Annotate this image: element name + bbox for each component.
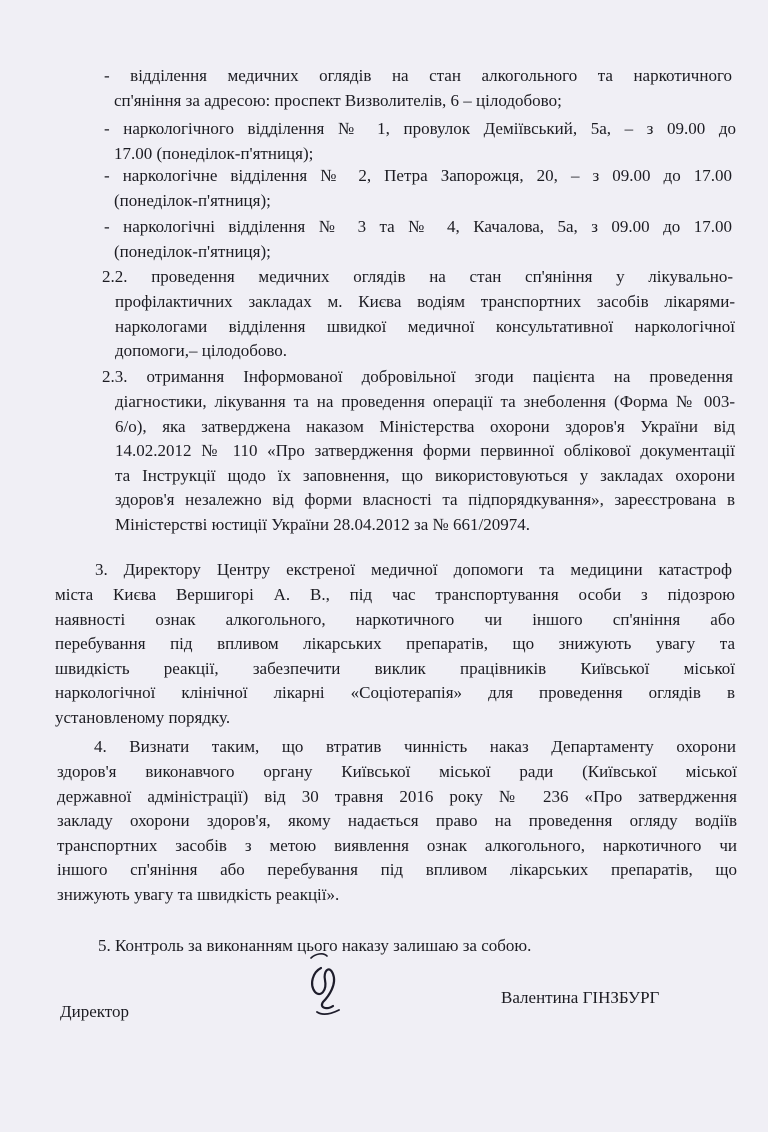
signer-name: Валентина ГІНЗБУРГ [501,988,660,1007]
paragraph-2-2-body [115,290,735,364]
paragraph-3-body [55,583,735,730]
list-item-1-line-2: сп'яніння за адресою: проспект Визволителів, 6 – цілодобово; [114,90,562,110]
paragraph-4-body [57,760,737,907]
list-item-3-line-1: - наркологічне відділення № 2, Петра Запорожця, 20, – з 09.00 до 17.00 [104,166,732,185]
paragraph-2-2-line-1: 2.2. проведення медичних оглядів на стан сп'яніння у лікувально- [102,267,733,286]
list-item-4-line-1: - наркологічні відділення № 3 та № 4, Качалова, 5а, з 09.00 до 17.00 [104,217,732,236]
list-item-2-line-1: - наркологічного відділення № 1, провулок Деміївський, 5а, – з 09.00 до [104,119,736,138]
paragraph-3-line-1: 3. Директору Центру екстреної медичної допомоги та медицини катастроф [95,560,732,579]
paragraph-2-2 [102,265,733,290]
list-item-3-line-2: (понеділок-п'ятниця); [114,190,271,210]
paragraph-3 [95,558,732,583]
paragraph-4-line-6: іншого сп'яніння або перебування під впливом лікарських препаратів, що [57,860,737,879]
paragraph-4-line-7: знижують увагу та швидкість реакції». [57,884,340,904]
list-item-1 [104,64,732,113]
paragraph-2-2-line-3: наркологами відділення швидкої медичної консультативної наркологічної [115,316,735,336]
paragraph-4-line-3: державної адміністрації) від 30 травня 2016 року № 236 «Про затвердження [57,786,737,806]
paragraph-3-line-3: наявності ознак алкогольного, наркотичного чи іншого сп'яніння або [55,609,735,629]
paragraph-4 [94,735,736,760]
paragraph-3-line-2: міста Києва Вершигорі А. В., під час транспортування особи з підозрою [55,585,735,604]
paragraph-2-3-line-1: 2.3. отримання Інформованої добровільної згоди пацієнта на проведення [102,367,733,386]
paragraph-2-3 [102,365,733,390]
handwritten-signature [293,950,363,1030]
list-item-4 [104,215,732,264]
paragraph-3-line-7: установленому порядку. [55,707,231,727]
paragraph-2-3-body [115,390,735,537]
list-item-2-line-2: 17.00 (понеділок-п'ятниця); [114,143,314,163]
list-item-3 [104,164,732,213]
list-item-4-line-2: (понеділок-п'ятниця); [114,241,271,261]
paragraph-3-line-4: перебування під впливом лікарських препаратів, що знижують увагу та [55,634,735,653]
paragraph-4-line-1: 4. Визнати таким, що втратив чинність наказ Департаменту охорони [94,737,736,756]
paragraph-2-2-line-4: допомоги,– цілодобово. [115,341,288,360]
paragraph-5-line-1: 5. Контроль за виконанням цього наказу залишаю за собою. [98,936,532,955]
paragraph-2-3-line-4: 14.02.2012 № 110 «Про затвердження форми первинної облікової документації [115,441,735,460]
list-item-1-line-1: - відділення медичних оглядів на стан алкогольного та наркотичного [104,66,732,85]
paragraph-4-line-2: здоров'я виконавчого органу Київської міської ради (Київської міської [57,762,737,781]
paragraph-3-line-6: наркологічної клінічної лікарні «Соціотерапія» для проведення оглядів в [55,683,735,702]
paragraph-2-3-line-3: 6/о), яка затверджена наказом Міністерства охорони здоров'я України від [115,416,735,436]
paragraph-2-3-line-6: здоров'я незалежно від форми власності та підпорядкування», зареєстрована в [115,490,735,509]
paragraph-2-3-line-5: та Інструкції щодо їх заповнення, що використовуються у закладах охорони [115,465,735,485]
paragraph-2-3-line-7: Міністерстві юстиції України 28.04.2012 за № 661/20974. [115,514,530,534]
paragraph-2-2-line-2: профілактичних закладах м. Києва водіям транспортних засобів лікарями- [115,292,735,311]
paragraph-4-line-4: закладу охорони здоров'я, якому надається право на проведення огляду водіїв [57,811,737,830]
paragraph-2-3-line-2: діагностики, лікування та на проведення операції та знеболення (Форма № 003- [115,392,735,411]
signer-position: Директор [60,1002,129,1021]
paragraph-3-line-5: швидкість реакції, забезпечити виклик працівників Київської міської [55,658,735,678]
list-item-2 [104,117,736,166]
paragraph-4-line-5: транспортних засобів з метою виявлення ознак алкогольного, наркотичного чи [57,835,737,855]
